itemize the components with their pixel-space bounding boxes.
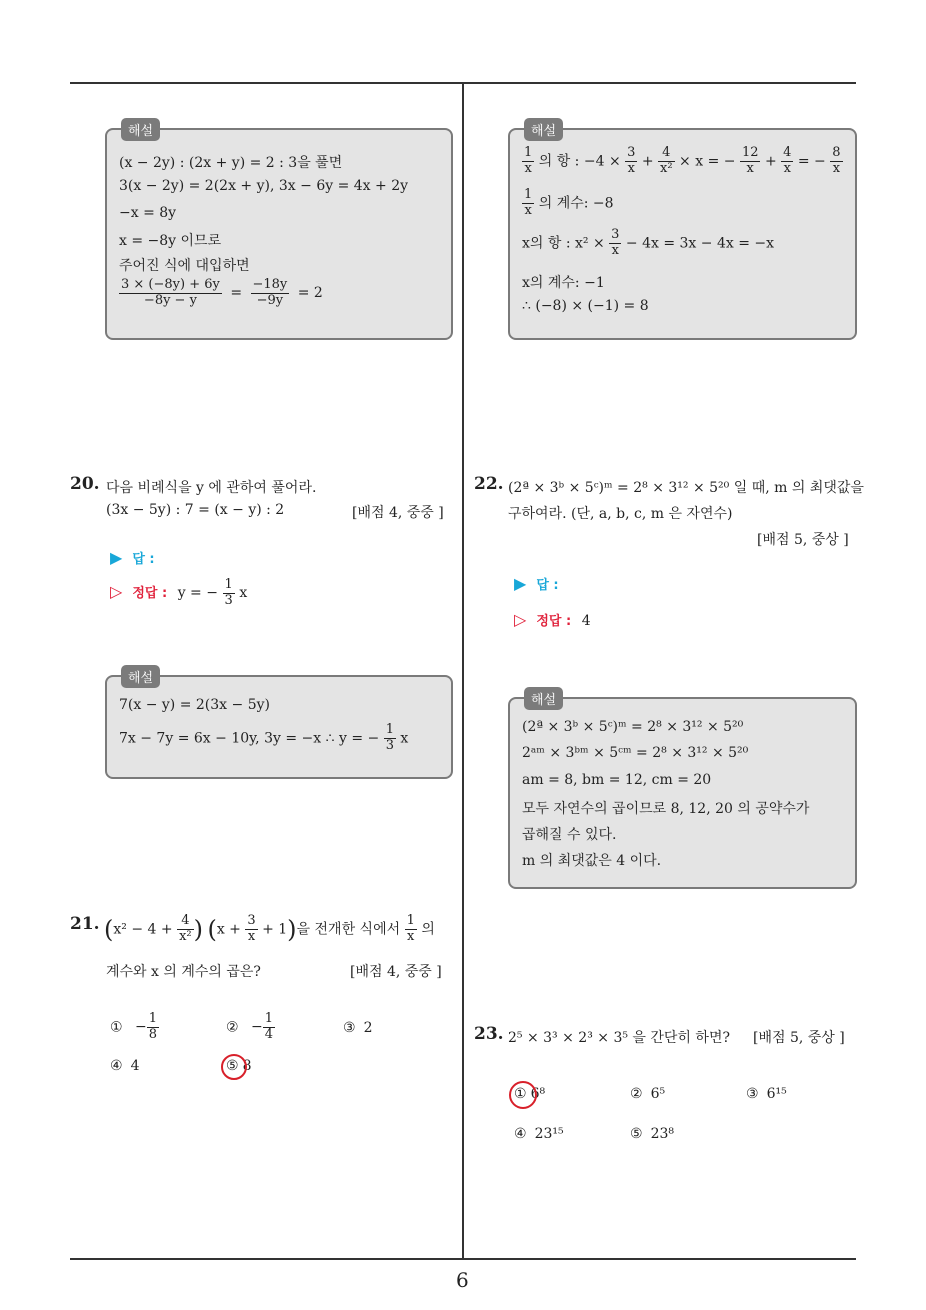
- solution-line: ∴ (−8) × (−1) = 8: [522, 298, 649, 314]
- solution-line: (x − 2y) : (2x + y) = 2 : 3을 풀면: [119, 155, 343, 171]
- solution-line: −x = 8y: [119, 205, 177, 221]
- question-number: 20.: [70, 474, 100, 494]
- page-number: 6: [456, 1268, 469, 1292]
- choice-1[interactable]: ① 6⁸: [514, 1086, 546, 1102]
- question-number: 21.: [70, 914, 100, 934]
- question-text: 구하여라. (단, a, b, c, m 은 자연수): [508, 506, 733, 522]
- solution-line: 곱해질 수 있다.: [522, 827, 617, 843]
- solution-box-q20: [105, 671, 453, 779]
- question-text: 다음 비례식을 y 에 관하여 풀어라.: [106, 480, 317, 496]
- question-number: 22.: [474, 474, 504, 494]
- solution-box-q19: [105, 124, 453, 340]
- solution-line: am = 8, bm = 12, cm = 20: [522, 772, 712, 788]
- answer-row: ▶ 답 :: [514, 574, 559, 593]
- outline-triangle-icon: ▷: [110, 581, 123, 601]
- solution-tag: 해설: [121, 118, 160, 141]
- solution-line: 7(x − y) = 2(3x − 5y): [119, 697, 270, 713]
- play-triangle-icon: ▶: [110, 548, 123, 567]
- solution-fraction-line: x의 항 : x² × $\frac{3}{x}$ − 4x = 3x − 4x = −x: [522, 227, 774, 258]
- choice-2[interactable]: ② 6⁵: [630, 1086, 666, 1102]
- bottom-rule: [70, 1258, 856, 1260]
- play-triangle-icon: ▶: [514, 574, 527, 593]
- choice-4[interactable]: ④ 23¹⁵: [514, 1126, 564, 1142]
- outline-triangle-icon: ▷: [514, 610, 527, 629]
- solution-tag: 해설: [121, 665, 160, 688]
- solution-tag: 해설: [524, 687, 563, 710]
- solution-line: 2ᵃᵐ × 3ᵇᵐ × 5ᶜᵐ = 2⁸ × 3¹² × 5²⁰: [522, 745, 749, 761]
- answer-row: ▶ 답 :: [110, 548, 155, 567]
- fraction: $\frac{-18y}{-9y}$: [252, 277, 288, 308]
- solution-box-q21: [508, 124, 857, 340]
- solution-line: 주어진 식에 대입하면: [119, 258, 250, 274]
- question-score: [배점 5, 중상 ]: [753, 1030, 845, 1046]
- correct-answer-row: ▷ 정답 : y = − $\frac{1}{3}$ x: [110, 577, 248, 608]
- solution-box-q22: [508, 693, 857, 889]
- question-score: [배점 4, 중중 ]: [350, 964, 442, 980]
- question-score: [배점 5, 중상 ]: [757, 532, 849, 548]
- question-text: 2⁵ × 3³ × 2³ × 3⁵ 을 간단히 하면?: [508, 1030, 730, 1046]
- question-number: 23.: [474, 1024, 504, 1044]
- solution-line: 모두 자연수의 곱이므로 8, 12, 20 의 공약수가: [522, 801, 810, 817]
- choice-3[interactable]: ③ 2: [343, 1020, 373, 1036]
- question-equation: (3x − 5y) : 7 = (x − y) : 2: [106, 502, 285, 518]
- answer-circle-mark: [509, 1081, 537, 1109]
- solution-fraction-line: $\frac{3 \times (-8y) + 6y}{-8y - y}$ = $\frac{-18y}{-9y}$ = 2: [121, 277, 323, 308]
- solution-line: x의 계수: −1: [522, 275, 605, 291]
- answer-circle-mark: [221, 1054, 247, 1080]
- solution-line: x = −8y 이므로: [119, 233, 222, 249]
- choice-1[interactable]: ① − $\frac{1}{8}$: [110, 1011, 158, 1042]
- fraction: $\frac{3 \times (-8y) + 6y}{-8y - y}$: [121, 277, 220, 308]
- question-text: 계수와 x 의 계수의 곱은?: [106, 964, 261, 980]
- solution-line: m 의 최댓값은 4 이다.: [522, 853, 662, 869]
- solution-fraction-line: 7x − 7y = 6x − 10y, 3y = −x ∴ y = − $\frac{1}{3}$ x: [119, 722, 409, 753]
- solution-fraction-line: $\frac{1}{x}$ 의 항 : −4 × $\frac{3}{x}$ + $\frac{4}{\text{x²}}$ × x = − $\frac{12}{x}$ + $\frac{4}{x}$ = − $\frac{8}{x}$: [524, 145, 841, 176]
- choice-5[interactable]: ⑤ 23⁸: [630, 1126, 674, 1142]
- choice-2[interactable]: ② − $\frac{1}{4}$: [226, 1011, 274, 1042]
- correct-answer-row: ▷ 정답 : 4: [514, 610, 591, 629]
- question-text: (2ª × 3ᵇ × 5ᶜ)ᵐ = 2⁸ × 3¹² × 5²⁰ 일 때, m 의 최댓값을: [508, 480, 864, 496]
- solution-line: (2ª × 3ᵇ × 5ᶜ)ᵐ = 2⁸ × 3¹² × 5²⁰: [522, 719, 744, 735]
- solution-tag: 해설: [524, 118, 563, 141]
- choice-4[interactable]: ④ 4: [110, 1058, 140, 1074]
- column-divider: [462, 84, 464, 1260]
- choice-5[interactable]: ⑤ 8: [226, 1058, 252, 1074]
- solution-fraction-line: $\frac{1}{x}$ 의 계수: −8: [524, 187, 614, 218]
- question-expression: (x² − 4 + $\frac{4}{\text{x²}}$ ) (x + $\frac{3}{x}$ + 1)을 전개한 식에서 $\frac{1}{x}$ 의: [104, 913, 435, 944]
- solution-line: 3(x − 2y) = 2(2x + y), 3x − 6y = 4x + 2y: [119, 178, 409, 194]
- choice-3[interactable]: ③ 6¹⁵: [746, 1086, 787, 1102]
- question-score: [배점 4, 중중 ]: [352, 505, 444, 521]
